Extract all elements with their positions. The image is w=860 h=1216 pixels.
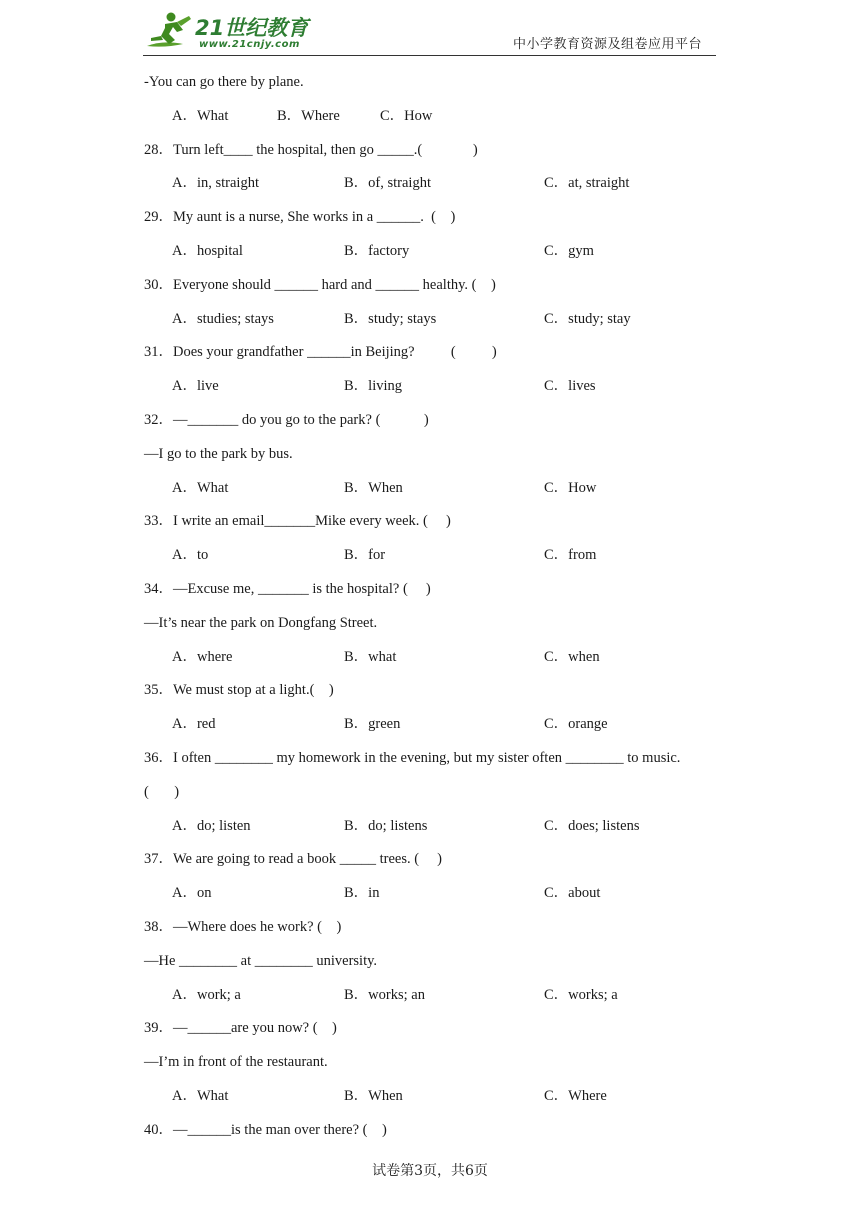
option-a[interactable]: A．where: [172, 648, 233, 665]
options-row: [144, 171, 724, 205]
dialogue-line: —He ________ at ________ university.: [144, 952, 378, 969]
question-stem: 31．Does your grandfather ______in Beijing? ( ): [144, 344, 497, 361]
option-c[interactable]: C．study; stay: [544, 310, 631, 327]
options-row: [144, 307, 724, 341]
page-header: [143, 10, 716, 56]
option-b[interactable]: B．Where: [277, 107, 340, 124]
question-stem: 28．Turn left____ the hospital, then go _____.( ): [144, 141, 478, 158]
option-b[interactable]: B．When: [344, 1087, 403, 1104]
options-row: [144, 712, 724, 746]
option-b[interactable]: B．study; stays: [344, 310, 437, 327]
option-c[interactable]: C．works; a: [544, 986, 618, 1003]
option-c[interactable]: C．from: [544, 547, 597, 564]
options-row: [144, 1084, 724, 1118]
question-stem: 34．—Excuse me, _______ is the hospital? ( ): [144, 580, 431, 597]
question-stem: 38．—Where does he work? ( ): [144, 918, 342, 935]
option-c[interactable]: C．orange: [544, 716, 608, 733]
option-b[interactable]: B．for: [344, 547, 386, 564]
options-row: [144, 239, 724, 273]
option-c[interactable]: C．lives: [544, 378, 596, 395]
question-stem: 32．—_______ do you go to the park? ( ): [144, 411, 429, 428]
header-rule: [143, 55, 716, 56]
option-b[interactable]: B．green: [344, 716, 401, 733]
option-c[interactable]: C．How: [380, 107, 433, 124]
platform-name: 中小学教育资源及组卷应用平台: [512, 37, 702, 52]
option-c[interactable]: C．at, straight: [544, 175, 630, 192]
option-a[interactable]: A．What: [172, 1087, 229, 1104]
option-b[interactable]: B．living: [344, 378, 403, 395]
option-a[interactable]: A．do; listen: [172, 817, 251, 834]
option-a[interactable]: A．live: [172, 378, 219, 395]
options-row: [144, 645, 724, 679]
option-a[interactable]: A．What: [172, 107, 229, 124]
options-row: [144, 814, 724, 848]
option-c[interactable]: C．Where: [544, 1087, 607, 1104]
logo: [143, 10, 313, 54]
option-b[interactable]: B．in: [344, 885, 380, 902]
option-a[interactable]: A．in, straight: [172, 175, 259, 192]
option-a[interactable]: A．studies; stays: [172, 310, 274, 327]
option-b[interactable]: B．When: [344, 479, 403, 496]
option-a[interactable]: A．work; a: [172, 986, 241, 1003]
option-a[interactable]: A．on: [172, 885, 212, 902]
options-row: [144, 881, 724, 915]
question-stem: 30．Everyone should ______ hard and ______ healthy. ( ): [144, 276, 496, 293]
option-a[interactable]: A．to: [172, 547, 209, 564]
option-c[interactable]: C．How: [544, 479, 597, 496]
option-b[interactable]: B．of, straight: [344, 175, 431, 192]
dialogue-line: —I’m in front of the restaurant.: [144, 1054, 328, 1071]
options-row: [144, 374, 724, 408]
question-stem: 35．We must stop at a light.( ): [144, 682, 334, 699]
option-b[interactable]: B．works; an: [344, 986, 425, 1003]
page-footer: 试卷第3页，共6页: [372, 1163, 488, 1179]
options-row: [144, 476, 724, 510]
answer-bracket: ( ): [144, 783, 180, 800]
option-c[interactable]: C．about: [544, 885, 601, 902]
question-stem: 33．I write an email_______Mike every week. ( ): [144, 513, 451, 530]
option-a[interactable]: A．red: [172, 716, 216, 733]
question-stem: 37．We are going to read a book _____ trees. ( ): [144, 851, 443, 868]
option-a[interactable]: A．hospital: [172, 242, 243, 259]
option-b[interactable]: B．do; listens: [344, 817, 428, 834]
question-stem: 39．—______are you now? ( ): [144, 1020, 337, 1037]
dialogue-line: —I go to the park by bus.: [144, 445, 293, 462]
options-row: [144, 104, 724, 138]
question-stem: 29．My aunt is a nurse, She works in a ______. ( ): [144, 209, 456, 226]
option-c[interactable]: C．when: [544, 648, 600, 665]
options-row: [144, 543, 724, 577]
options-row: [144, 983, 724, 1017]
logo-text: 21世纪教育: [195, 16, 309, 40]
option-c[interactable]: C．gym: [544, 242, 594, 259]
answer-line: -You can go there by plane.: [144, 74, 304, 90]
option-b[interactable]: B．factory: [344, 242, 410, 259]
option-a[interactable]: A．What: [172, 479, 229, 496]
logo-url: www.21cnjy.com: [199, 39, 300, 50]
question-list: [144, 70, 724, 1152]
dialogue-line: —It’s near the park on Dongfang Street.: [144, 614, 378, 631]
option-c[interactable]: C．does; listens: [544, 817, 640, 834]
question-stem: 40．—______is the man over there? ( ): [144, 1121, 387, 1138]
question-stem: 36．I often ________ my homework in the evening, but my sister often ________ to music.: [144, 749, 681, 766]
option-b[interactable]: B．what: [344, 648, 397, 665]
